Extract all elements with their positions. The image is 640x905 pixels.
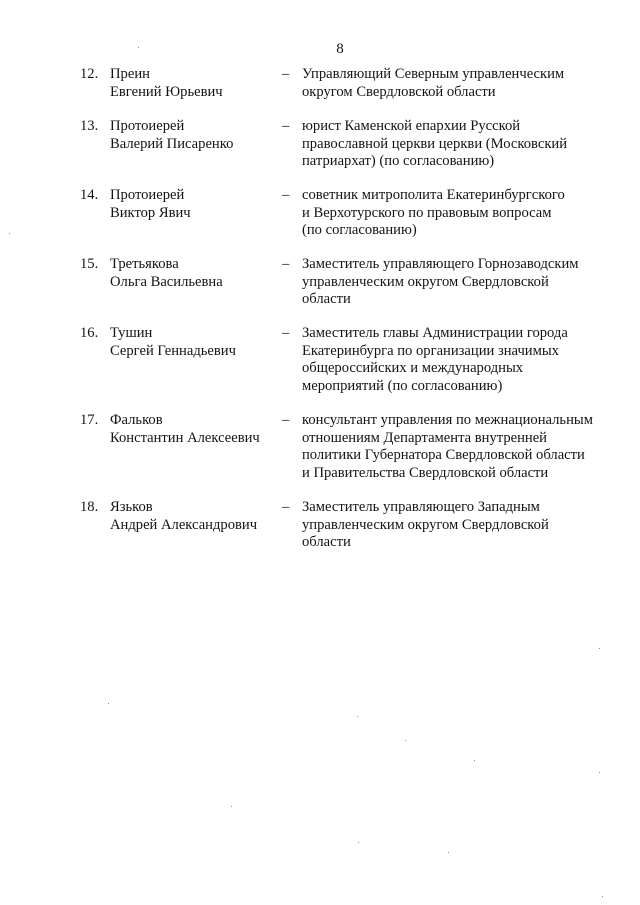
- member-surname: Язьков: [110, 499, 153, 515]
- role-line: советник митрополита Екатеринбургского: [302, 187, 565, 203]
- member-name: [110, 256, 280, 291]
- entry-number: 17.: [80, 412, 99, 428]
- role-line: Екатеринбурга по организации значимых: [302, 342, 559, 359]
- scan-speck: [474, 760, 475, 761]
- role-line: (по согласованию): [302, 222, 417, 238]
- role-line: и Верхотурского по правовым вопросам: [302, 204, 552, 221]
- entry-number: 15.: [80, 256, 99, 272]
- member-given-names: Ольга Васильевна: [110, 273, 223, 290]
- role-line: мероприятий (по согласованию): [302, 377, 503, 394]
- entry-dash: –: [282, 325, 290, 341]
- entry-dash: –: [282, 118, 290, 134]
- page-number: 8: [336, 41, 344, 57]
- entry-dash: –: [282, 187, 290, 203]
- member-name: [110, 412, 280, 447]
- member-surname: Тушин: [110, 325, 153, 341]
- role-line: и Правительства Свердловской области: [302, 464, 549, 481]
- scan-speck: [599, 772, 600, 773]
- role-line: православной церкви церкви (Московский: [302, 135, 568, 152]
- member-full-name: Виктор Явич: [110, 204, 191, 221]
- scan-speck: [599, 648, 600, 649]
- entry-number: 16.: [80, 325, 99, 341]
- role-line: области: [302, 291, 351, 307]
- member-role: [302, 66, 617, 101]
- scan-speck: [405, 740, 406, 741]
- member-full-name: Валерий Писаренко: [110, 135, 234, 152]
- role-line: области: [302, 534, 351, 550]
- scan-speck: [9, 233, 10, 234]
- role-line: общероссийских и международных: [302, 360, 524, 376]
- member-name: [110, 187, 280, 222]
- entry-number: 14.: [80, 187, 99, 203]
- member-given-names: Андрей Александрович: [110, 516, 258, 533]
- member-name: [110, 118, 280, 153]
- role-line: управленческим округом Свердловской: [302, 273, 549, 290]
- entry-number: 13.: [80, 118, 99, 134]
- entry-dash: –: [282, 412, 290, 428]
- entry-dash: –: [282, 66, 290, 82]
- member-surname: Фальков: [110, 412, 163, 428]
- scan-speck: [448, 852, 449, 853]
- role-line: Управляющий Северным управленческим: [302, 66, 565, 82]
- role-line: юрист Каменской епархии Русской: [302, 118, 521, 134]
- member-name: [110, 66, 280, 101]
- role-line: округом Свердловской области: [302, 83, 496, 100]
- member-name: [110, 325, 280, 360]
- role-line: консультант управления по межнациональным: [302, 412, 593, 428]
- role-line: политики Губернатора Свердловской области: [302, 447, 585, 463]
- entry-number: 18.: [80, 499, 99, 515]
- role-line: отношениям Департамента внутренней: [302, 429, 547, 446]
- role-line: Заместитель главы Администрации города: [302, 325, 568, 341]
- scan-speck: [602, 896, 603, 897]
- role-line: патриархат) (по согласованию): [302, 153, 495, 169]
- member-role: [302, 187, 617, 240]
- member-title: Протоиерей: [110, 118, 185, 134]
- member-surname: Преин: [110, 66, 150, 82]
- entry-dash: –: [282, 256, 290, 272]
- member-role: [302, 325, 617, 395]
- entry-dash: –: [282, 499, 290, 515]
- entry-number: 12.: [80, 66, 99, 82]
- member-name: [110, 499, 280, 534]
- member-role: [302, 412, 617, 482]
- scan-speck: [108, 703, 109, 704]
- scan-speck: [357, 716, 358, 717]
- member-given-names: Евгений Юрьевич: [110, 83, 223, 100]
- member-role: [302, 499, 617, 552]
- member-given-names: Константин Алексеевич: [110, 429, 260, 446]
- scan-speck: [358, 842, 359, 843]
- role-line: Заместитель управляющего Западным: [302, 499, 540, 515]
- member-role: [302, 118, 617, 171]
- member-title: Протоиерей: [110, 187, 185, 203]
- scan-speck: [231, 806, 232, 807]
- scan-speck: [138, 47, 139, 48]
- role-line: управленческим округом Свердловской: [302, 516, 549, 533]
- role-line: Заместитель управляющего Горнозаводским: [302, 256, 579, 272]
- member-given-names: Сергей Геннадьевич: [110, 342, 236, 359]
- member-surname: Третьякова: [110, 256, 179, 272]
- member-role: [302, 256, 617, 309]
